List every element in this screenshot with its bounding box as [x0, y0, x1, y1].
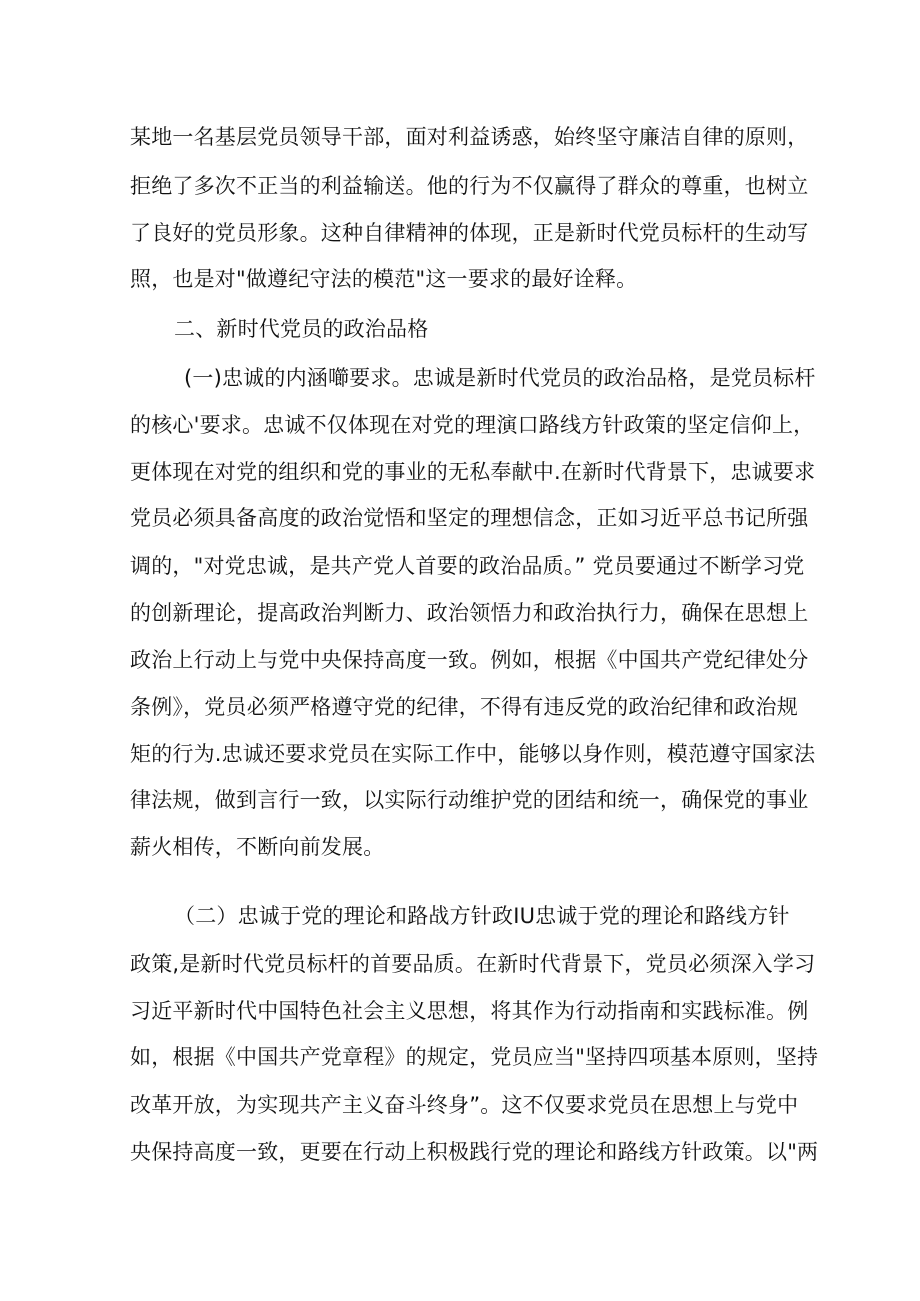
paragraph-3-line-5: 改革开放，为实现共产主义奋斗终身”。这不仅要求党员在思想上与党中	[130, 1093, 799, 1117]
paragraph-3-line-2: 政策,是新时代党员标杆的首要品质。在新时代背景下，党员必须深入学习	[130, 952, 816, 976]
paragraph-2-line-11: 薪火相传，不断向前发展。	[130, 835, 385, 859]
paragraph-2-line-10: 律法规，做到言行一致，以实际行动维护党的团结和统一，确保党的事业	[130, 788, 809, 812]
paragraph-2-line-3: 更体现在对党的组织和党的事业的无私奉献中.在新时代背景下，忠诚要求	[130, 460, 816, 484]
paragraph-2-line-6: 的创新理论，提高政治判断力、政治领悟力和政治执行力，确保在思想上	[130, 601, 809, 625]
paragraph-2-line-1: (一)忠诚的内涵㘉要求。忠诚是新时代党员的政治品格，是党员标杆	[184, 366, 816, 390]
paragraph-1-line-4: 照，也是对"做遵纪守法的模范"这一要求的最好诠释。	[130, 267, 638, 291]
paragraph-3-line-4: 如，根据《中国共产党章程》的规定，党员应当"坚持四项基本原则，坚持	[130, 1045, 819, 1069]
paragraph-2-line-8: 条例》，党员必须严格遵守党的纪律，不得有违反党的政治纪律和政治规	[130, 695, 798, 719]
paragraph-3-line-1: （二）忠诚于党的理论和路战方针政IU忠诚于党的理论和路线方针	[174, 904, 790, 928]
paragraph-2-line-9: 矩的行为.忠诚还要求党员在实际工作中，能够以身作则，模范遵守国家法	[130, 742, 816, 766]
paragraph-2-line-2: 的核心'要求。忠诚不仅体现在对党的理演口路线方针政策的坚定信仰上，	[130, 413, 815, 437]
paragraph-1-line-2: 拒绝了多次不正当的利益输送。他的行为不仅赢得了群众的尊重，也树立	[130, 174, 809, 198]
paragraph-2-line-7: 政治上行动上与党中央保持高度一致。例如，根据《中国共产党纪律处分	[130, 648, 809, 672]
paragraph-3-line-6: 央保持高度一致，更要在行动上积极践行党的理论和路线方针政策。以"两	[130, 1140, 819, 1164]
paragraph-3-line-3: 习近平新时代中国特色社会主义思想，将其作为行动指南和实践标准。例	[130, 999, 809, 1023]
paragraph-2-line-5: 调的，"对党忠诚，是共产党人首要的政治品质。” 党员要通过不断学习党	[130, 554, 805, 578]
section-heading: 二、新时代党员的政治品格	[174, 317, 429, 341]
paragraph-1-line-3: 了良好的党员形象。这种自律精神的体现，正是新时代党员标杆的生动写	[130, 221, 809, 245]
paragraph-2-line-4: 党员必须具备高度的政治觉悟和坚定的理想信念，正如习近平总书记所强	[130, 506, 809, 530]
paragraph-1-line-1: 某地一名基层党员领导干部，面对利益诱惑，始终坚守廉洁自律的原则，	[130, 125, 809, 149]
